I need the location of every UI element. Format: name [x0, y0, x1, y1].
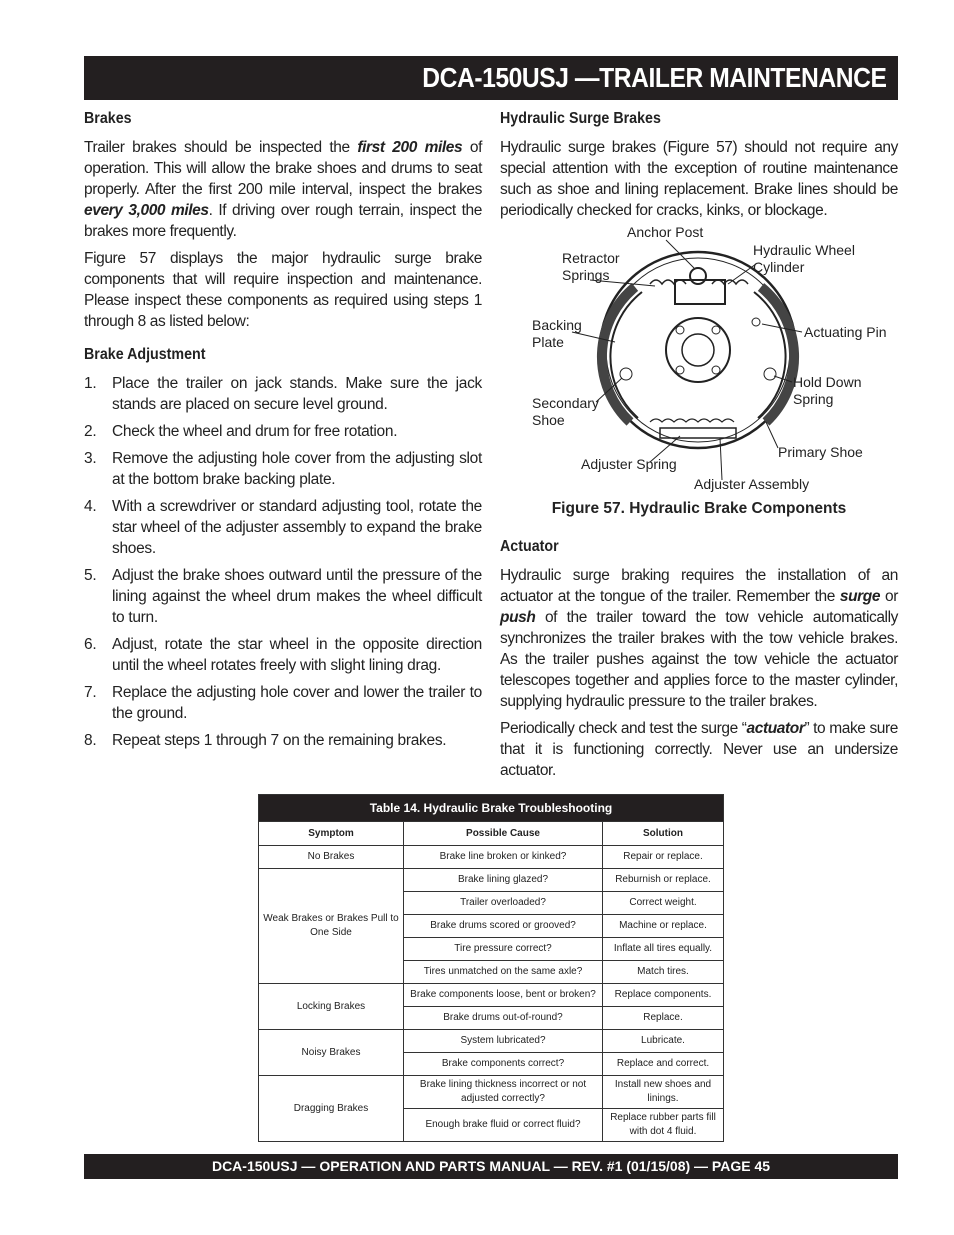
- emphasis-actuator: actuator: [746, 720, 805, 737]
- cause-cell: Brake drums out-of-round?: [404, 1007, 603, 1030]
- adjustment-step: [84, 373, 482, 415]
- adjustment-step: [84, 421, 482, 442]
- label-anchor-post: Anchor Post: [627, 224, 704, 240]
- text-run: ” to make sure that it is functioning correctly. Never use an undersize actuator.: [500, 720, 899, 779]
- emphasis-first-200-miles: first 200 miles: [357, 139, 463, 156]
- solution-cell: Replace.: [603, 1007, 724, 1030]
- cause-cell: Brake line broken or kinked?: [404, 846, 603, 869]
- brakes-heading: Brakes: [84, 110, 132, 127]
- step-number: 7.: [84, 684, 97, 701]
- cause-cell: Brake drums scored or grooved?: [404, 915, 603, 938]
- step-text: Remove the adjusting hole cover from the adjusting slot at the bottom brake backing plate.: [112, 450, 482, 488]
- brake-adjustment-heading: Brake Adjustment: [84, 346, 206, 363]
- page-header: [84, 56, 898, 100]
- page-footer: DCA-150USJ — OPERATION AND PARTS MANUAL — REV. #1 (01/15/08) — PAGE 45: [84, 1154, 898, 1179]
- adjustment-step: [84, 496, 482, 559]
- step-text: Replace the adjusting hole cover and lower the trailer to the ground.: [112, 684, 482, 722]
- solution-cell: Inflate all tires equally.: [603, 938, 724, 961]
- cause-cell: Brake components loose, bent or broken?: [404, 984, 603, 1007]
- emphasis-surge: surge: [839, 588, 881, 605]
- solution-cell: Correct weight.: [603, 892, 724, 915]
- step-number: 1.: [84, 375, 97, 392]
- column-header-solution: Solution: [603, 822, 724, 846]
- step-text: With a screwdriver or standard adjusting tool, rotate the star wheel of the adjuster assembly to expand the brake shoes.: [112, 498, 482, 557]
- table-row: [259, 869, 724, 892]
- table-row: [259, 1030, 724, 1053]
- solution-cell: Replace rubber parts fill with dot 4 fluid.: [603, 1109, 724, 1142]
- actuator-paragraph-2: [500, 718, 898, 781]
- text-run: of operation. This will allow the brake shoes and drums to seat properly. After the first 200 mile interval, inspect the brakes: [84, 139, 482, 198]
- solution-cell: Machine or replace.: [603, 915, 724, 938]
- step-text: Check the wheel and drum for free rotation.: [112, 423, 398, 440]
- step-number: 2.: [84, 423, 97, 440]
- adjustment-step: [84, 634, 482, 676]
- page-title: DCA-150USJ —TRAILER MAINTENANCE: [421, 62, 886, 93]
- emphasis-every-3000-miles: every 3,000 miles: [84, 202, 209, 219]
- label-backing-plate: Backing Plate: [532, 317, 582, 350]
- step-number: 4.: [84, 498, 97, 515]
- step-text: Adjust the brake shoes outward until the pressure of the lining against the wheel drum makes the wheel difficult to turn.: [112, 567, 482, 626]
- surge-brakes-heading: Hydraulic Surge Brakes: [500, 110, 661, 127]
- table-row: [259, 1076, 724, 1109]
- emphasis-push: push: [500, 609, 536, 626]
- text-run: Trailer brakes should be inspected the: [84, 139, 358, 156]
- troubleshooting-table: [258, 794, 724, 1142]
- solution-cell: Replace and correct.: [603, 1053, 724, 1076]
- cause-cell: System lubricated?: [404, 1030, 603, 1053]
- label-secondary-shoe: Secondary Shoe: [532, 395, 599, 428]
- text-run: or: [880, 588, 898, 605]
- table-caption: Table 14. Hydraulic Brake Troubleshooting: [259, 795, 724, 822]
- cause-cell: Brake components correct?: [404, 1053, 603, 1076]
- brakes-paragraph-2: Figure 57 displays the major hydraulic surge brake components that will require inspection and maintenance. Please inspect these components as required using steps 1 through 8 as listed below:: [84, 250, 482, 330]
- actuator-section: [500, 536, 898, 787]
- solution-cell: Lubricate.: [603, 1030, 724, 1053]
- solution-cell: Replace components.: [603, 984, 724, 1007]
- label-hydraulic-wheel-cylinder: Hydraulic Wheel Cylinder: [753, 242, 855, 275]
- cause-cell: Trailer overloaded?: [404, 892, 603, 915]
- solution-cell: Repair or replace.: [603, 846, 724, 869]
- actuator-heading: Actuator: [500, 538, 559, 555]
- brakes-paragraph-1: [84, 137, 482, 242]
- text-run: Hydraulic surge braking requires the installation of an actuator at the tongue of the trailer. Remember the: [500, 567, 898, 605]
- cause-cell: Brake lining thickness incorrect or not adjusted correctly?: [404, 1076, 603, 1109]
- step-number: 5.: [84, 567, 97, 584]
- symptom-cell: No Brakes: [259, 846, 404, 869]
- text-run: of the trailer toward the tow vehicle automatically synchronizes the trailer brakes with the tow vehicle brakes. As the trailer pushes against the tow vehicle the actuator telescopes together and applies force to the master cylinder, supplying hydraulic pressure to the trailer brakes.: [500, 609, 898, 710]
- step-number: 3.: [84, 450, 97, 467]
- label-actuating-pin: Actuating Pin: [804, 324, 887, 340]
- label-hold-down-spring: Hold Down Spring: [793, 374, 862, 407]
- label-retractor-springs: Retractor Springs: [562, 250, 620, 283]
- step-text: Adjust, rotate the star wheel in the opposite direction until the wheel rotates freely with slight lining drag.: [112, 636, 482, 674]
- label-primary-shoe: Primary Shoe: [778, 444, 863, 460]
- symptom-cell: Dragging Brakes: [259, 1076, 404, 1142]
- step-number: 6.: [84, 636, 97, 653]
- symptom-cell: Locking Brakes: [259, 984, 404, 1030]
- cause-cell: Brake lining glazed?: [404, 869, 603, 892]
- adjustment-steps-list: [84, 373, 482, 751]
- adjustment-step: [84, 565, 482, 628]
- right-column: [500, 108, 898, 227]
- label-adjuster-spring: Adjuster Spring: [581, 456, 677, 472]
- text-run: Periodically check and test the surge “: [500, 720, 747, 737]
- figure-caption: Figure 57. Hydraulic Brake Components: [551, 500, 847, 517]
- actuator-paragraph-1: [500, 565, 898, 712]
- step-text: Place the trailer on jack stands. Make sure the jack stands are placed on secure level ground.: [112, 375, 482, 413]
- label-adjuster-assembly: Adjuster Assembly: [694, 476, 810, 492]
- solution-cell: Install new shoes and linings.: [603, 1076, 724, 1109]
- symptom-cell: Weak Brakes or Brakes Pull to One Side: [259, 869, 404, 984]
- column-header-symptom: Symptom: [259, 822, 404, 846]
- symptom-cell: Noisy Brakes: [259, 1030, 404, 1076]
- left-column: [84, 108, 482, 757]
- table-row: [259, 984, 724, 1007]
- brake-components-figure: [530, 222, 890, 494]
- cause-cell: Tires unmatched on the same axle?: [404, 961, 603, 984]
- step-text: Repeat steps 1 through 7 on the remaining brakes.: [112, 732, 447, 749]
- text-run: . If driving over rough terrain, inspect the brakes more frequently.: [84, 202, 482, 240]
- adjustment-step: [84, 730, 482, 751]
- solution-cell: Reburnish or replace.: [603, 869, 724, 892]
- surge-brakes-paragraph: Hydraulic surge brakes (Figure 57) should not require any special attention with the exception of routine maintenance such as shoe and lining replacement. Brake lines should be periodically checked for cracks, kinks, or blockage.: [500, 139, 898, 219]
- table-body: [259, 846, 724, 1142]
- step-number: 8.: [84, 732, 97, 749]
- table-row: [259, 846, 724, 869]
- adjustment-step: [84, 448, 482, 490]
- adjustment-step: [84, 682, 482, 724]
- solution-cell: Match tires.: [603, 961, 724, 984]
- column-header-possible-cause: Possible Cause: [404, 822, 603, 846]
- cause-cell: Enough brake fluid or correct fluid?: [404, 1109, 603, 1142]
- cause-cell: Tire pressure correct?: [404, 938, 603, 961]
